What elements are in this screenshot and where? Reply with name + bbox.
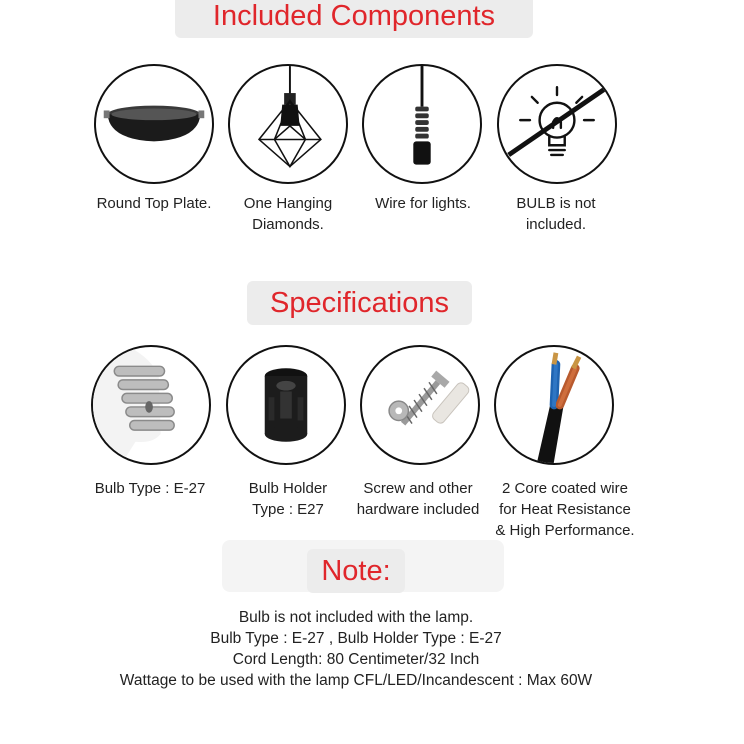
- hanging-diamond-label: One Hanging Diamonds.: [243, 195, 333, 233]
- note-heading: Note:: [307, 549, 405, 593]
- screw-hardware-icon: [360, 345, 480, 465]
- two-core-wire-icon: [494, 345, 614, 465]
- bulb-holder-type-label: Bulb Holder Type : E27: [248, 480, 328, 518]
- note-line: Bulb Type : E-27 , Bulb Holder Type : E-27: [210, 630, 502, 647]
- no-bulb-icon: [497, 64, 617, 184]
- note-line: Bulb is not included with the lamp.: [238, 609, 474, 626]
- bulb-type-label: Bulb Type : E-27: [94, 480, 206, 497]
- bulb-not-included-label: BULB is not included.: [516, 195, 596, 233]
- note-line: Cord Length: 80 Centimeter/32 Inch: [232, 651, 480, 668]
- round-top-plate-label: Round Top Plate.: [96, 195, 212, 212]
- note-line: Wattage to be used with the lamp CFL/LED/Incandescent : Max 60W: [119, 672, 593, 689]
- note-text: [0, 607, 712, 691]
- wire-for-lights-label: Wire for lights.: [375, 195, 471, 212]
- screw-hardware-label: Screw and other hardware included: [356, 480, 480, 518]
- specifications-heading: Specifications: [247, 281, 472, 325]
- diamond-cage-icon: [228, 64, 348, 184]
- included-components-heading: Included Components: [175, 0, 533, 38]
- two-core-wire-label: 2 Core coated wire for Heat Resistance & High Performance.: [495, 480, 635, 539]
- round-top-plate-icon: [94, 64, 214, 184]
- bulb-base-icon: [91, 345, 211, 465]
- hanging-wire-icon: [362, 64, 482, 184]
- bulb-holder-icon: [226, 345, 346, 465]
